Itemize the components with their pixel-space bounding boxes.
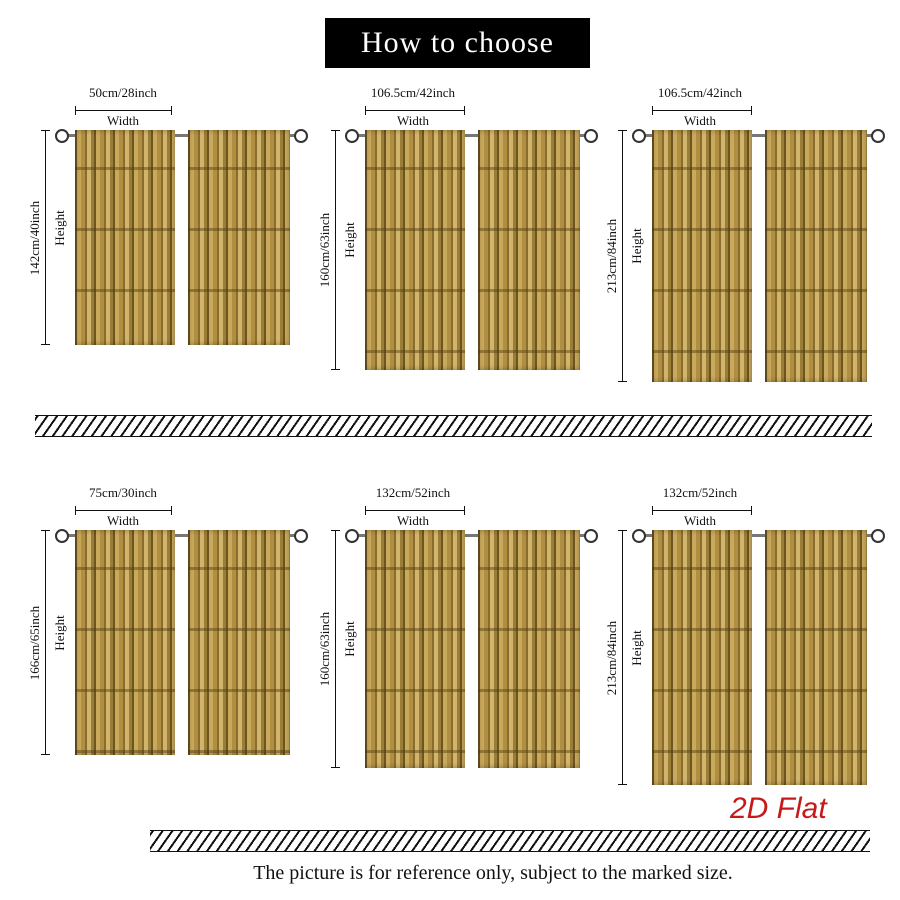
width-value: 132cm/52inch <box>662 485 738 500</box>
width-label: Width <box>107 513 139 528</box>
width-label: Width <box>397 113 429 128</box>
bamboo-curtain-left <box>365 130 465 370</box>
rod-finial-icon <box>345 529 359 543</box>
width-label: Width <box>107 113 139 128</box>
width-dimension-line <box>652 110 752 111</box>
width-dimension-line <box>75 510 172 511</box>
rod-finial-icon <box>294 529 308 543</box>
height-dimension-line <box>622 530 623 785</box>
rod-finial-icon <box>871 529 885 543</box>
rod-finial-icon <box>345 129 359 143</box>
floor-divider-bottom <box>150 830 870 852</box>
height-label: Height <box>52 614 67 651</box>
height-dimension-line <box>45 530 46 755</box>
height-label: Height <box>629 629 644 666</box>
width-label: Width <box>397 513 429 528</box>
width-value: 132cm/52inch <box>375 485 451 500</box>
height-value: 213cm/84inch <box>604 218 619 294</box>
width-value: 50cm/28inch <box>89 85 157 100</box>
rod-finial-icon <box>632 129 646 143</box>
width-label: Width <box>684 113 716 128</box>
bamboo-curtain-left <box>365 530 465 768</box>
width-dimension-line <box>75 110 172 111</box>
bamboo-curtain-right <box>188 130 290 345</box>
rod-finial-icon <box>55 129 69 143</box>
rod-finial-icon <box>55 529 69 543</box>
bamboo-curtain-right <box>188 530 290 755</box>
height-value: 160cm/63inch <box>317 212 332 288</box>
width-dimension-line <box>365 110 465 111</box>
height-dimension-line <box>335 530 336 768</box>
height-value: 213cm/84inch <box>604 620 619 695</box>
width-dimension-line <box>652 510 752 511</box>
height-dimension-line <box>622 130 623 382</box>
rod-finial-icon <box>632 529 646 543</box>
bamboo-curtain-right <box>478 130 580 370</box>
width-dimension-line <box>365 510 465 511</box>
width-value: 75cm/30inch <box>89 485 157 500</box>
height-label: Height <box>52 209 67 246</box>
width-value: 106.5cm/42inch <box>370 85 456 100</box>
bamboo-curtain-right <box>765 130 867 382</box>
height-value: 142cm/40inch <box>27 200 42 275</box>
rod-finial-icon <box>871 129 885 143</box>
width-value: 106.5cm/42inch <box>657 85 743 100</box>
bamboo-curtain-right <box>478 530 580 768</box>
disclaimer-text: The picture is for reference only, subject to the marked size. <box>253 862 733 884</box>
floor-divider <box>35 415 872 437</box>
height-dimension-line <box>45 130 46 345</box>
height-value: 166cm/65inch <box>27 605 42 680</box>
height-value: 160cm/63inch <box>317 611 332 687</box>
height-label: Height <box>629 228 644 264</box>
rod-finial-icon <box>294 129 308 143</box>
bamboo-curtain-left <box>652 530 752 785</box>
bamboo-curtain-left <box>75 130 175 345</box>
height-label: Height <box>342 222 357 258</box>
page-title: How to choose <box>325 18 590 68</box>
rod-finial-icon <box>584 129 598 143</box>
bamboo-curtain-right <box>765 530 867 785</box>
height-label: Height <box>342 621 357 657</box>
bamboo-curtain-left <box>652 130 752 382</box>
print-type-badge: 2D Flat <box>730 792 827 825</box>
width-label: Width <box>684 513 716 528</box>
height-dimension-line <box>335 130 336 370</box>
bamboo-curtain-left <box>75 530 175 755</box>
rod-finial-icon <box>584 529 598 543</box>
